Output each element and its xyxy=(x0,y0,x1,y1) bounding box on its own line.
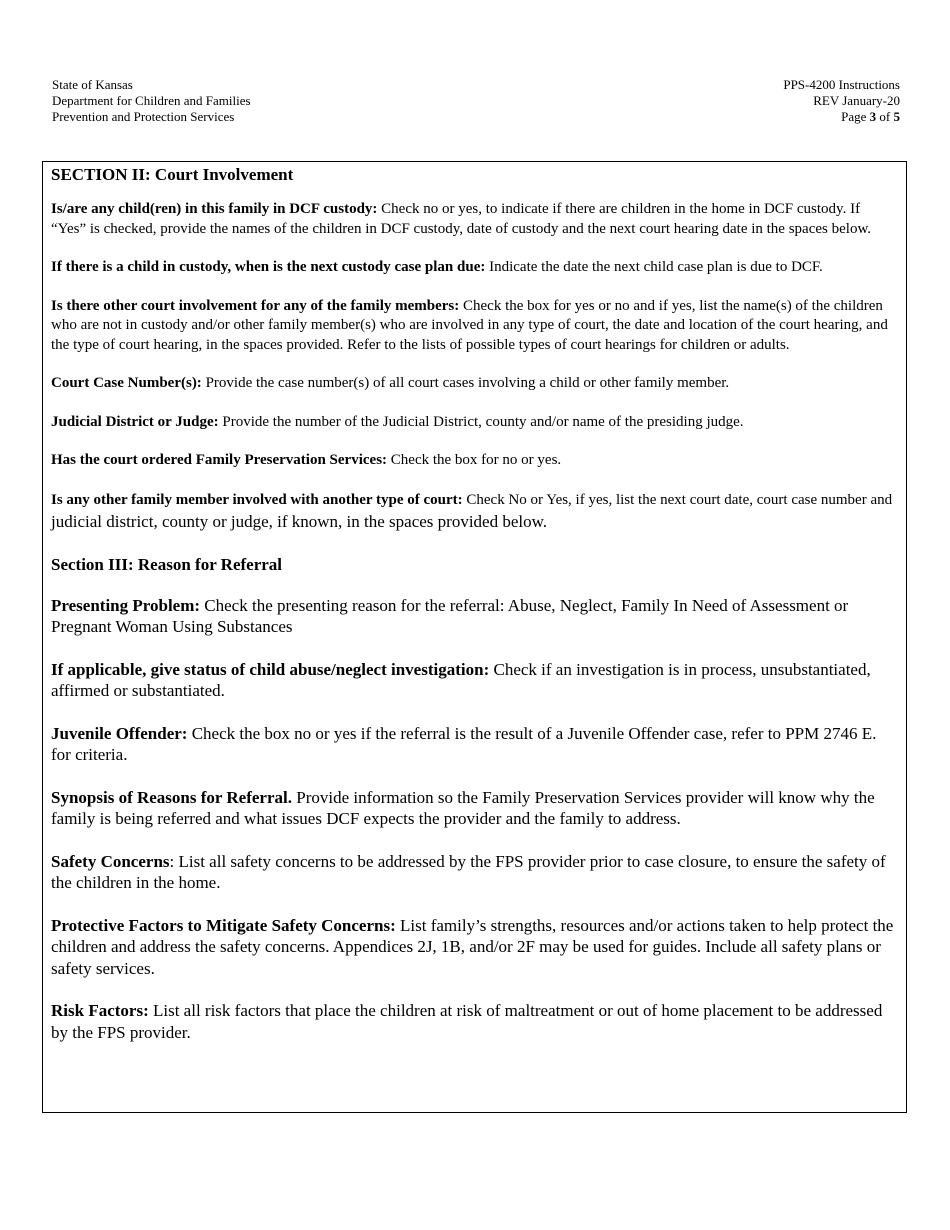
instruction-text: Indicate the date the next child case plan is due to DCF. xyxy=(485,259,823,275)
instruction-label: Safety Concerns xyxy=(51,851,170,871)
agency-state: State of Kansas xyxy=(52,77,133,92)
instruction-text: Provide the case number(s) of all court cases involving a child or other family member. xyxy=(201,375,730,391)
instruction-text: Provide the number of the Judicial District, county and/or name of the presiding judge. xyxy=(218,413,744,430)
instruction-label: Is/are any child(ren) in this family in DCF custody: xyxy=(51,201,378,217)
instruction-label: If applicable, give status of child abuse/neglect investigation: xyxy=(51,659,490,679)
instruction-text-continued: judicial district, county or judge, if known, in the spaces provided below. xyxy=(51,511,548,531)
instruction-court-case-number xyxy=(51,374,898,394)
page-current: 3 xyxy=(869,109,877,124)
instruction-label: Has the court ordered Family Preservation Services: xyxy=(51,452,388,468)
agency-department: Department for Children and Families xyxy=(52,93,251,108)
instruction-text: Check No or Yes, if yes, list the next court date, court case number and xyxy=(462,491,893,508)
form-header xyxy=(783,77,900,125)
instruction-judicial-district xyxy=(51,413,898,433)
form-revision: REV January-20 xyxy=(813,93,900,108)
page-indicator xyxy=(783,109,900,125)
instructions-box xyxy=(42,161,907,1113)
instruction-label: If there is a child in custody, when is the next custody case plan due: xyxy=(51,259,486,275)
form-id: PPS-4200 Instructions xyxy=(783,77,900,92)
instruction-protective-factors xyxy=(51,915,898,980)
instruction-juvenile-offender xyxy=(51,723,898,766)
instruction-label: Presenting Problem: xyxy=(51,595,201,615)
section-3-title: Section III: Reason for Referral xyxy=(51,554,283,574)
instruction-other-type-of-court xyxy=(51,490,898,534)
instruction-text: : List all safety concerns to be addressed by the FPS provider prior to case closure, to ensure the safety of the children in the home. xyxy=(51,851,886,892)
instruction-investigation-status xyxy=(51,659,898,702)
instruction-case-plan-due xyxy=(51,258,898,278)
instruction-presenting-problem xyxy=(51,595,898,638)
instruction-risk-factors xyxy=(51,1000,898,1043)
instruction-label: Is any other family member involved with another type of court: xyxy=(51,491,463,508)
instruction-label: Protective Factors to Mitigate Safety Concerns: xyxy=(51,915,396,935)
instruction-safety-concerns xyxy=(51,851,898,894)
instruction-court-ordered-fps xyxy=(51,451,898,471)
instruction-other-court-involvement xyxy=(51,297,898,356)
instruction-text: Provide information so the Family Preservation Services provider will know why the family is being referred and what issues DCF expects the provider and the family to address. xyxy=(51,787,875,828)
page-total: 5 xyxy=(893,109,900,124)
instruction-referral-synopsis xyxy=(51,787,898,830)
instruction-dcf-custody xyxy=(51,200,898,239)
instruction-text: Check the box for no or yes. xyxy=(387,452,562,468)
instruction-text: Check if an investigation is in process, unsubstantiated, affirmed or substantiated. xyxy=(51,659,871,700)
instruction-text: Check the presenting reason for the referral: Abuse, Neglect, Family In Need of Assessment or Pregnant Woman Using Substances xyxy=(51,595,849,636)
instruction-text: Check the box no or yes if the referral is the result of a Juvenile Offender case, refer to PPM 2746 E. for criteria. xyxy=(51,723,877,764)
instruction-label: Juvenile Offender: xyxy=(51,723,188,743)
instruction-text: Check the box for yes or no and if yes, list the name(s) of the children who are not in custody and/or other family member(s) who are involved in any type of court, the date and location of the court hearing, and the type of court hearing, in the spaces provided. Refer to the lists of possible types of court hearings for children or adults. xyxy=(51,297,888,353)
page-of: of xyxy=(876,109,894,124)
section-2-title: SECTION II: Court Involvement xyxy=(51,165,294,184)
instruction-label: Court Case Number(s): xyxy=(51,375,202,391)
instruction-text: List family’s strengths, resources and/or actions taken to help protect the children and address the safety concerns. Appendices 2J, 1B, and/or 2F may be used for guides. Include all safety plans or safety services. xyxy=(51,915,894,978)
instruction-label: Risk Factors: xyxy=(51,1001,149,1020)
agency-division: Prevention and Protection Services xyxy=(52,109,235,124)
instruction-label: Synopsis of Reasons for Referral. xyxy=(51,787,292,807)
instruction-text: Check no or yes, to indicate if there are children in the home in DCF custody. If “Yes” is checked, provide the names of the children in DCF custody, date of custody and the next court hearing date in the spaces below. xyxy=(51,201,872,237)
instruction-label: Is there other court involvement for any of the family members: xyxy=(51,297,460,314)
instruction-text: List all risk factors that place the children at risk of maltreatment or out of home placement to be addressed by the FPS provider. xyxy=(51,1001,883,1042)
instruction-label: Judicial District or Judge: xyxy=(51,413,219,430)
page-prefix: Page xyxy=(841,109,870,124)
agency-header xyxy=(52,77,251,125)
